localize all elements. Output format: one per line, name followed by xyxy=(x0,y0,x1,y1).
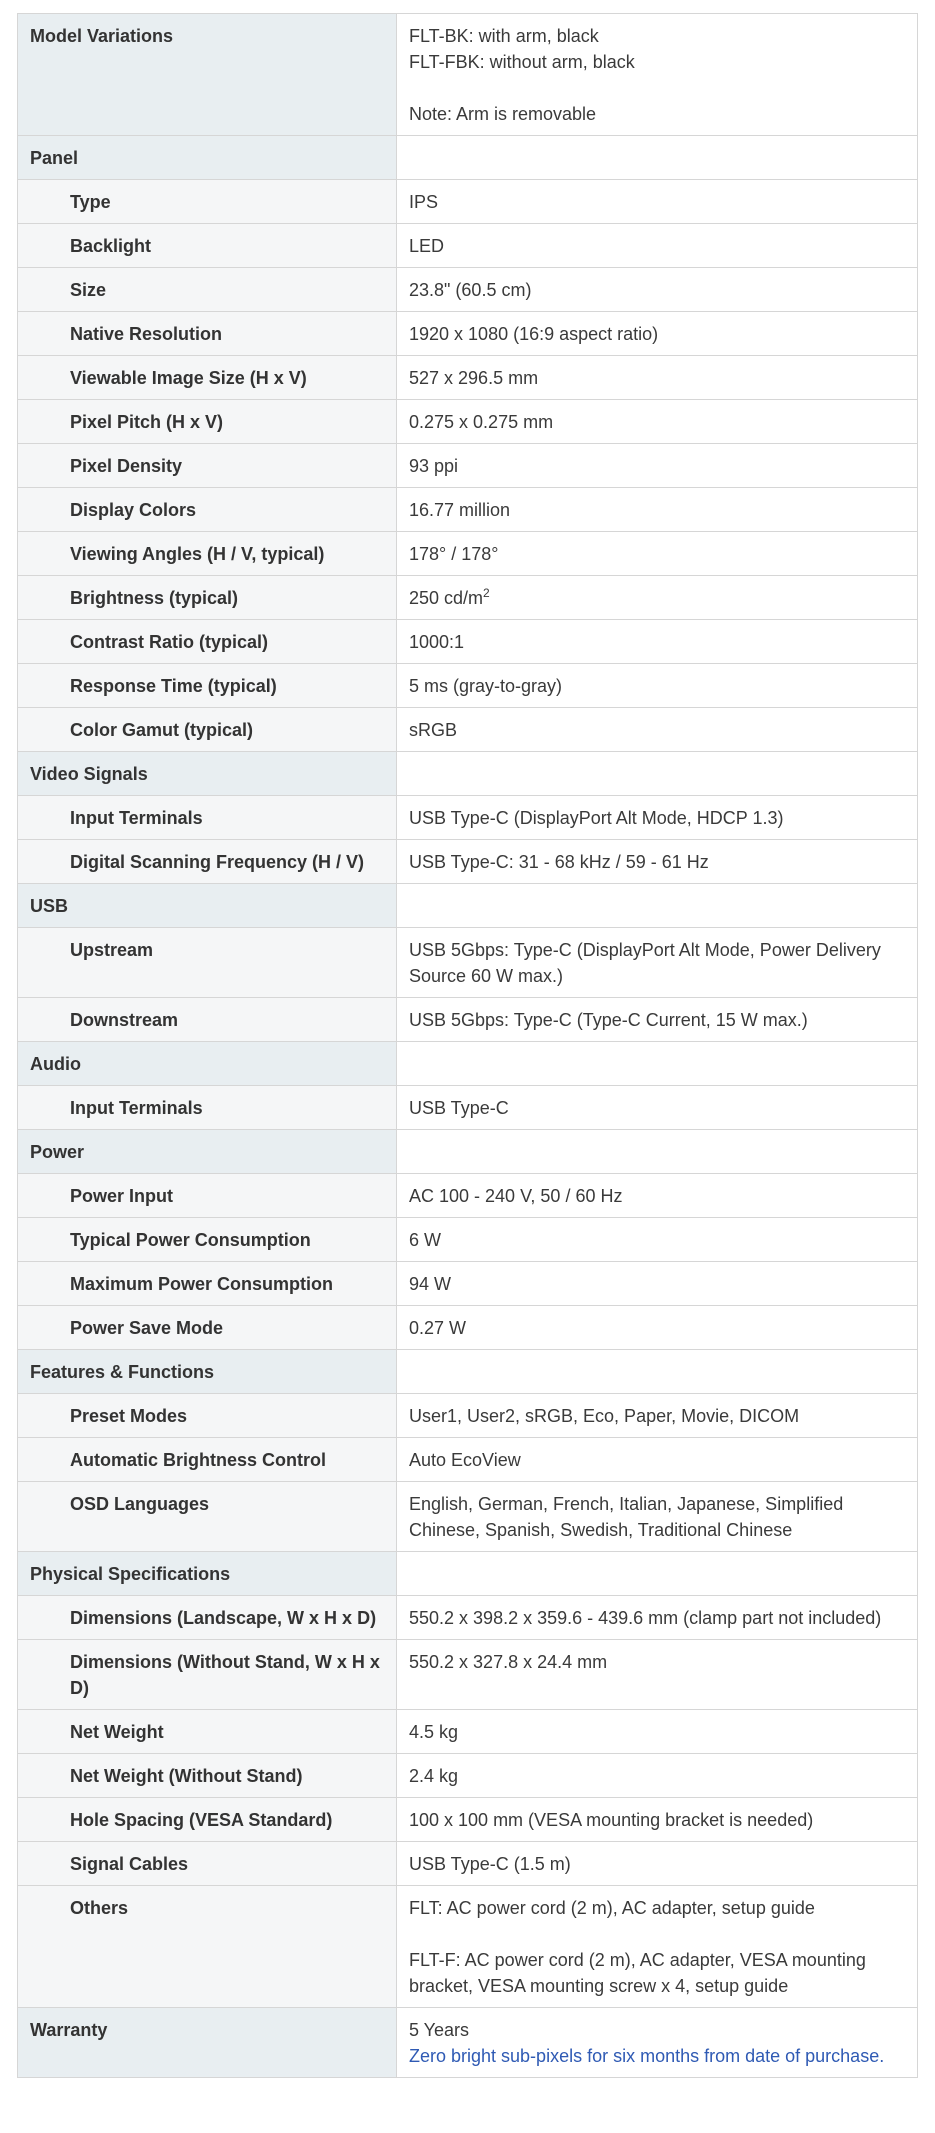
row-value-empty xyxy=(397,1130,918,1174)
row-value-empty xyxy=(397,1552,918,1596)
table-row xyxy=(18,356,918,400)
category-video-signals: Video Signals xyxy=(18,752,397,796)
warranty-years: 5 Years xyxy=(409,2020,470,2040)
table-row xyxy=(18,1394,918,1438)
table-row xyxy=(18,884,918,928)
brightness-value: 250 cd/m xyxy=(409,588,484,608)
table-row xyxy=(18,576,918,620)
table-row xyxy=(18,312,918,356)
row-value: sRGB xyxy=(397,708,918,752)
row-label-warranty: Warranty xyxy=(18,2008,397,2078)
row-value: 6 W xyxy=(397,1218,918,1262)
table-row xyxy=(18,1552,918,1596)
row-value: USB Type-C (1.5 m) xyxy=(397,1842,918,1886)
row-value: 100 x 100 mm (VESA mounting bracket is needed) xyxy=(397,1798,918,1842)
row-value-model-variations xyxy=(397,14,918,136)
spec-table xyxy=(17,13,918,2078)
row-value: 16.77 million xyxy=(397,488,918,532)
row-value: 93 ppi xyxy=(397,444,918,488)
row-value: User1, User2, sRGB, Eco, Paper, Movie, DICOM xyxy=(397,1394,918,1438)
table-row xyxy=(18,796,918,840)
row-label: Digital Scanning Frequency (H / V) xyxy=(18,840,397,884)
row-value: AC 100 - 240 V, 50 / 60 Hz xyxy=(397,1174,918,1218)
category-power: Power xyxy=(18,1130,397,1174)
table-row xyxy=(18,1596,918,1640)
row-label: Contrast Ratio (typical) xyxy=(18,620,397,664)
row-value: USB 5Gbps: Type-C (DisplayPort Alt Mode, Power Delivery Source 60 W max.) xyxy=(397,928,918,998)
table-row xyxy=(18,708,918,752)
row-label: Net Weight (Without Stand) xyxy=(18,1754,397,1798)
row-value-empty xyxy=(397,752,918,796)
table-row xyxy=(18,1174,918,1218)
table-row xyxy=(18,488,918,532)
table-row xyxy=(18,620,918,664)
row-label: Downstream xyxy=(18,998,397,1042)
category-audio: Audio xyxy=(18,1042,397,1086)
row-value: Auto EcoView xyxy=(397,1438,918,1482)
row-label: Signal Cables xyxy=(18,1842,397,1886)
row-value-others xyxy=(397,1886,918,2008)
row-label: Pixel Pitch (H x V) xyxy=(18,400,397,444)
table-row xyxy=(18,400,918,444)
row-label: Automatic Brightness Control xyxy=(18,1438,397,1482)
row-value: 5 ms (gray-to-gray) xyxy=(397,664,918,708)
row-label: Type xyxy=(18,180,397,224)
row-label: Input Terminals xyxy=(18,1086,397,1130)
row-label: Typical Power Consumption xyxy=(18,1218,397,1262)
row-label-model-variations: Model Variations xyxy=(18,14,397,136)
row-label: OSD Languages xyxy=(18,1482,397,1552)
row-label: Power Input xyxy=(18,1174,397,1218)
row-label: Pixel Density xyxy=(18,444,397,488)
table-row xyxy=(18,1042,918,1086)
table-row xyxy=(18,1130,918,1174)
model-variation-1: FLT-BK: with arm, black xyxy=(409,26,599,46)
row-value: 4.5 kg xyxy=(397,1710,918,1754)
row-label: Dimensions (Without Stand, W x H x D) xyxy=(18,1640,397,1710)
row-label: Net Weight xyxy=(18,1710,397,1754)
table-row xyxy=(18,1482,918,1552)
row-value: 94 W xyxy=(397,1262,918,1306)
row-value: 550.2 x 327.8 x 24.4 mm xyxy=(397,1640,918,1710)
row-value: 527 x 296.5 mm xyxy=(397,356,918,400)
table-row xyxy=(18,1306,918,1350)
table-row xyxy=(18,14,918,136)
row-label: Upstream xyxy=(18,928,397,998)
table-row xyxy=(18,444,918,488)
row-label: Maximum Power Consumption xyxy=(18,1262,397,1306)
row-label: Brightness (typical) xyxy=(18,576,397,620)
spec-table-container xyxy=(17,13,918,2078)
table-row xyxy=(18,136,918,180)
table-row xyxy=(18,1754,918,1798)
row-value: 1000:1 xyxy=(397,620,918,664)
row-value: USB Type-C (DisplayPort Alt Mode, HDCP 1.3) xyxy=(397,796,918,840)
row-label: Dimensions (Landscape, W x H x D) xyxy=(18,1596,397,1640)
row-value: LED xyxy=(397,224,918,268)
row-value-warranty xyxy=(397,2008,918,2078)
table-row xyxy=(18,2008,918,2078)
row-value: USB 5Gbps: Type-C (Type-C Current, 15 W max.) xyxy=(397,998,918,1042)
row-value-empty xyxy=(397,136,918,180)
row-label: Native Resolution xyxy=(18,312,397,356)
table-row xyxy=(18,998,918,1042)
model-variation-note: Note: Arm is removable xyxy=(409,104,597,124)
table-row xyxy=(18,180,918,224)
row-label: Power Save Mode xyxy=(18,1306,397,1350)
table-row xyxy=(18,1350,918,1394)
row-label: Response Time (typical) xyxy=(18,664,397,708)
table-row xyxy=(18,532,918,576)
row-label: Backlight xyxy=(18,224,397,268)
table-row xyxy=(18,1798,918,1842)
row-value-empty xyxy=(397,1350,918,1394)
row-value-brightness xyxy=(397,576,918,620)
row-value: 2.4 kg xyxy=(397,1754,918,1798)
table-row xyxy=(18,1438,918,1482)
row-value: 23.8" (60.5 cm) xyxy=(397,268,918,312)
table-row xyxy=(18,752,918,796)
row-label: Hole Spacing (VESA Standard) xyxy=(18,1798,397,1842)
row-label: Size xyxy=(18,268,397,312)
model-variation-2: FLT-FBK: without arm, black xyxy=(409,52,635,72)
table-row xyxy=(18,1218,918,1262)
row-value: 0.275 x 0.275 mm xyxy=(397,400,918,444)
zero-bright-subpixels-link[interactable]: Zero bright sub-pixels for six months from date of purchase. xyxy=(409,2046,885,2066)
table-row xyxy=(18,1842,918,1886)
table-row xyxy=(18,664,918,708)
row-value: 178° / 178° xyxy=(397,532,918,576)
table-row xyxy=(18,1710,918,1754)
table-row xyxy=(18,1086,918,1130)
table-row xyxy=(18,840,918,884)
row-value: English, German, French, Italian, Japanese, Simplified Chinese, Spanish, Swedish, Traditional Chinese xyxy=(397,1482,918,1552)
category-features: Features & Functions xyxy=(18,1350,397,1394)
category-physical: Physical Specifications xyxy=(18,1552,397,1596)
table-row xyxy=(18,928,918,998)
table-row xyxy=(18,1640,918,1710)
others-flt: FLT: AC power cord (2 m), AC adapter, setup guide xyxy=(409,1898,815,1918)
row-value: IPS xyxy=(397,180,918,224)
row-label: Preset Modes xyxy=(18,1394,397,1438)
row-label: Viewing Angles (H / V, typical) xyxy=(18,532,397,576)
category-panel: Panel xyxy=(18,136,397,180)
row-label: Others xyxy=(18,1886,397,2008)
row-value: 1920 x 1080 (16:9 aspect ratio) xyxy=(397,312,918,356)
brightness-exponent: 2 xyxy=(483,586,490,600)
row-value: 550.2 x 398.2 x 359.6 - 439.6 mm (clamp part not included) xyxy=(397,1596,918,1640)
row-value-empty xyxy=(397,884,918,928)
row-label: Viewable Image Size (H x V) xyxy=(18,356,397,400)
row-value: USB Type-C: 31 - 68 kHz / 59 - 61 Hz xyxy=(397,840,918,884)
row-value: USB Type-C xyxy=(397,1086,918,1130)
table-row xyxy=(18,268,918,312)
table-row xyxy=(18,224,918,268)
category-usb: USB xyxy=(18,884,397,928)
others-flt-f: FLT-F: AC power cord (2 m), AC adapter, VESA mounting bracket, VESA mounting screw x 4, setup guide xyxy=(409,1950,866,1996)
row-label: Input Terminals xyxy=(18,796,397,840)
table-row xyxy=(18,1262,918,1306)
row-value-empty xyxy=(397,1042,918,1086)
row-label: Color Gamut (typical) xyxy=(18,708,397,752)
row-value: 0.27 W xyxy=(397,1306,918,1350)
row-label: Display Colors xyxy=(18,488,397,532)
table-row xyxy=(18,1886,918,2008)
